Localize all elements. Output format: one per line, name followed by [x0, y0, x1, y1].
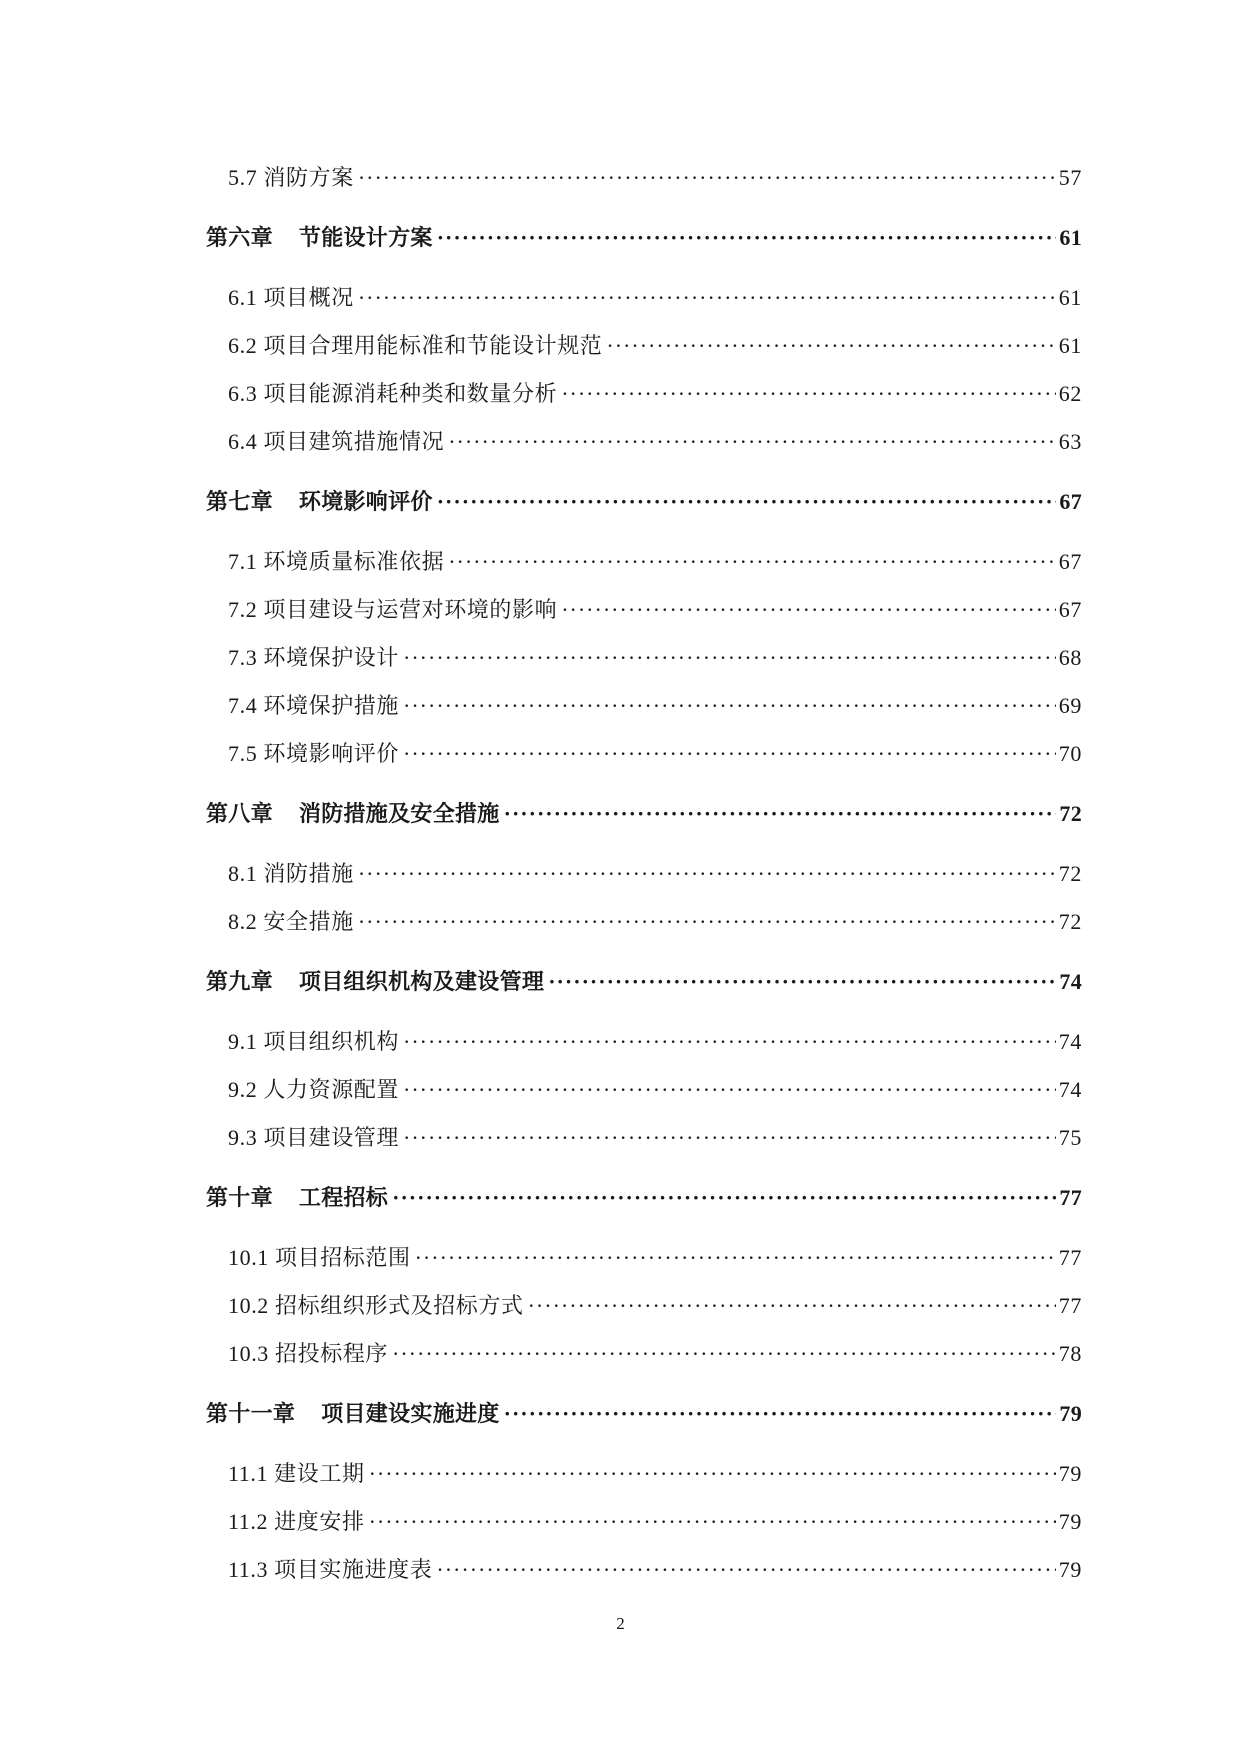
toc-entry-7-4[interactable]	[228, 686, 1082, 726]
dot-leader	[358, 158, 1056, 198]
toc-entry-7-5[interactable]	[228, 734, 1082, 774]
toc-entry-title: 7.4 环境保护措施	[228, 693, 400, 718]
toc-entry-page: 77	[1058, 1293, 1082, 1318]
toc-entry-page: 68	[1058, 645, 1082, 670]
dot-leader	[448, 542, 1056, 582]
toc-entry-8-1[interactable]	[228, 854, 1082, 894]
toc-chapter-title: 环境影响评价	[298, 490, 433, 515]
toc-entry-page: 63	[1058, 429, 1082, 454]
toc-entry-title: 5.7 消防方案	[228, 165, 354, 190]
toc-chapter-7[interactable]	[206, 482, 1082, 522]
toc-entry-page: 57	[1058, 165, 1082, 190]
toc-chapter-8[interactable]	[206, 794, 1082, 834]
toc-entry-title: 11.3 项目实施进度表	[228, 1557, 433, 1582]
toc-chapter-title: 节能设计方案	[298, 226, 433, 251]
toc-entry-title: 8.2 安全措施	[228, 909, 354, 934]
toc-entry-title: 6.2 项目合理用能标准和节能设计规范	[228, 333, 603, 358]
dot-leader	[436, 1550, 1055, 1590]
toc-entry-7-2[interactable]	[228, 590, 1082, 630]
toc-entry-page: 70	[1058, 741, 1082, 766]
toc-entry-title: 9.2 人力资源配置	[228, 1077, 400, 1102]
toc-entry-title: 7.5 环境影响评价	[228, 741, 400, 766]
toc-entry-page: 79	[1058, 1557, 1082, 1582]
toc-chapter-number: 第七章	[206, 490, 273, 515]
toc-entry-page: 72	[1058, 909, 1082, 934]
page-number: 2	[616, 1614, 625, 1633]
dot-leader	[448, 422, 1056, 462]
dot-leader	[403, 638, 1056, 678]
dot-leader	[358, 854, 1056, 894]
toc-entry-page: 79	[1058, 1509, 1082, 1534]
toc-entry-page: 75	[1058, 1125, 1082, 1150]
toc-chapter-title: 项目建设实施进度	[321, 1402, 500, 1427]
toc-entry-page: 67	[1058, 597, 1082, 622]
dot-leader	[504, 1394, 1057, 1434]
dot-leader	[403, 734, 1056, 774]
toc-chapter-page: 79	[1059, 1401, 1082, 1426]
dot-leader	[437, 482, 1057, 522]
toc-chapter-title: 消防措施及安全措施	[298, 802, 500, 827]
toc-chapter-page: 72	[1059, 801, 1082, 826]
toc-chapter-number: 第六章	[206, 226, 273, 251]
toc-entry-page: 62	[1058, 381, 1082, 406]
toc-entry-8-2[interactable]	[228, 902, 1082, 942]
toc-chapter-title: 项目组织机构及建设管理	[298, 970, 545, 995]
toc-entry-11-2[interactable]	[228, 1502, 1082, 1542]
dot-leader	[369, 1454, 1056, 1494]
toc-entry-page: 74	[1058, 1077, 1082, 1102]
toc-chapter-page: 74	[1059, 969, 1082, 994]
toc-entry-5-7[interactable]	[228, 158, 1082, 198]
toc-chapter-number: 第八章	[206, 802, 273, 827]
toc-entry-7-3[interactable]	[228, 638, 1082, 678]
toc-entry-7-1[interactable]	[228, 542, 1082, 582]
toc-chapter-title: 工程招标	[298, 1186, 389, 1211]
dot-leader	[358, 902, 1056, 942]
toc-entry-title: 7.2 项目建设与运营对环境的影响	[228, 597, 558, 622]
toc-entry-6-1[interactable]	[228, 278, 1082, 318]
toc-chapter-6[interactable]	[206, 218, 1082, 258]
toc-entry-title: 10.2 招标组织形式及招标方式	[228, 1293, 524, 1318]
toc-entry-page: 77	[1058, 1245, 1082, 1270]
toc-entry-title: 7.3 环境保护设计	[228, 645, 400, 670]
dot-leader	[358, 278, 1056, 318]
dot-leader	[548, 962, 1056, 1002]
toc-entry-10-3[interactable]	[228, 1334, 1082, 1374]
toc-entry-title: 11.2 进度安排	[228, 1509, 365, 1534]
toc-entry-title: 9.3 项目建设管理	[228, 1125, 400, 1150]
dot-leader	[437, 218, 1057, 258]
toc-chapter-page: 77	[1059, 1185, 1082, 1210]
toc-entry-page: 74	[1058, 1029, 1082, 1054]
toc-chapter-10[interactable]	[206, 1178, 1082, 1218]
toc-entry-title: 11.1 建设工期	[228, 1461, 365, 1486]
toc-entry-page: 78	[1058, 1341, 1082, 1366]
toc-entry-page: 79	[1058, 1461, 1082, 1486]
toc-entry-title: 9.1 项目组织机构	[228, 1029, 400, 1054]
toc-entry-11-3[interactable]	[228, 1550, 1082, 1590]
toc-chapter-11[interactable]	[206, 1394, 1082, 1434]
dot-leader	[403, 1070, 1056, 1110]
toc-entry-page: 67	[1058, 549, 1082, 574]
toc-entry-page: 61	[1058, 333, 1082, 358]
dot-leader	[392, 1334, 1056, 1374]
toc-chapter-page: 61	[1059, 225, 1082, 250]
toc-entry-11-1[interactable]	[228, 1454, 1082, 1494]
dot-leader	[415, 1238, 1056, 1278]
dot-leader	[528, 1286, 1056, 1326]
toc-entry-page: 69	[1058, 693, 1082, 718]
toc-entry-9-2[interactable]	[228, 1070, 1082, 1110]
toc-chapter-number: 第九章	[206, 970, 273, 995]
toc-chapter-number: 第十一章	[206, 1402, 296, 1427]
toc-entry-9-1[interactable]	[228, 1022, 1082, 1062]
dot-leader	[504, 794, 1057, 834]
toc-entry-10-2[interactable]	[228, 1286, 1082, 1326]
toc-entry-6-3[interactable]	[228, 374, 1082, 414]
toc-entry-title: 7.1 环境质量标准依据	[228, 549, 445, 574]
toc-entry-title: 10.3 招投标程序	[228, 1341, 389, 1366]
toc-entry-title: 6.4 项目建筑措施情况	[228, 429, 445, 454]
toc-entry-title: 10.1 项目招标范围	[228, 1245, 411, 1270]
dot-leader	[561, 590, 1056, 630]
toc-entry-6-4[interactable]	[228, 422, 1082, 462]
toc-entry-title: 6.1 项目概况	[228, 285, 354, 310]
dot-leader	[403, 686, 1056, 726]
toc-chapter-page: 67	[1059, 489, 1082, 514]
dot-leader	[606, 326, 1055, 366]
toc-entry-page: 61	[1058, 285, 1082, 310]
dot-leader	[403, 1118, 1056, 1158]
toc-entry-9-3[interactable]	[228, 1118, 1082, 1158]
dot-leader	[403, 1022, 1056, 1062]
toc-entry-title: 6.3 项目能源消耗种类和数量分析	[228, 381, 558, 406]
dot-leader	[369, 1502, 1056, 1542]
toc-entry-page: 72	[1058, 861, 1082, 886]
dot-leader	[561, 374, 1056, 414]
toc-chapter-number: 第十章	[206, 1186, 273, 1211]
toc-chapter-9[interactable]	[206, 962, 1082, 1002]
toc-entry-10-1[interactable]	[228, 1238, 1082, 1278]
dot-leader	[392, 1178, 1056, 1218]
toc-entry-title: 8.1 消防措施	[228, 861, 354, 886]
toc-entry-6-2[interactable]	[228, 326, 1082, 366]
